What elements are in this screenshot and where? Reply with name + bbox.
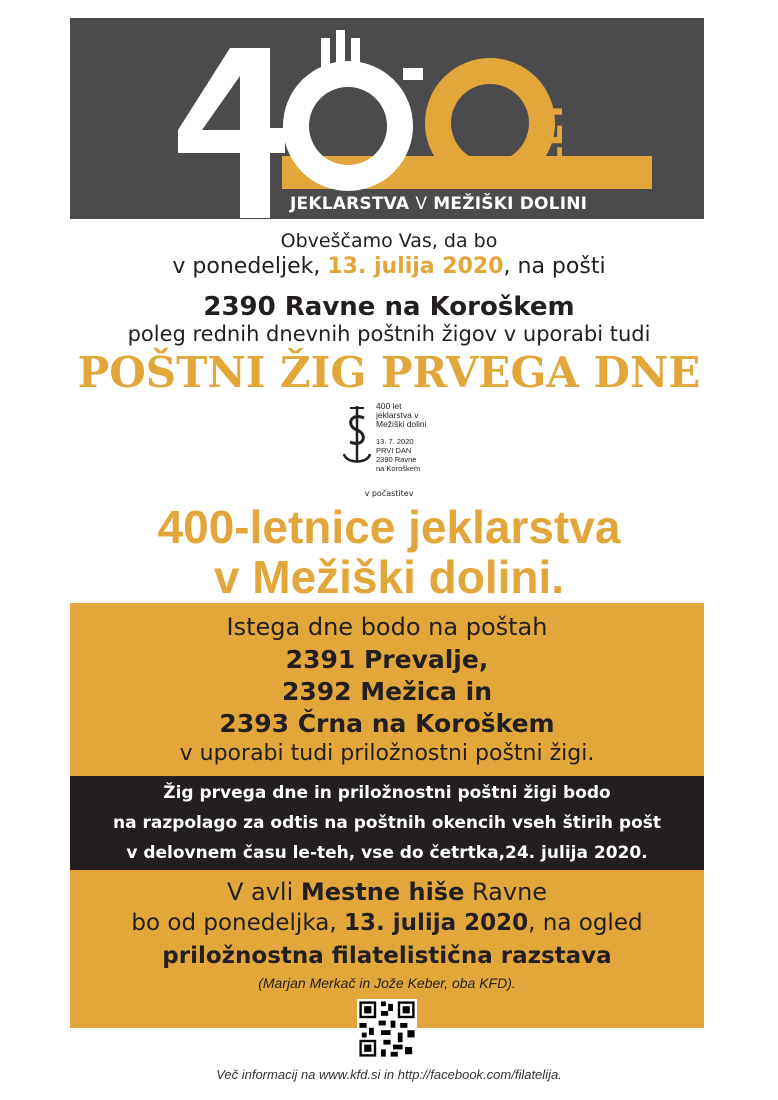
honor-big-line-2: v Mežiški dolini. — [213, 551, 565, 598]
box2-line-1-pre: V avli — [226, 878, 301, 906]
anchor-s-icon — [340, 404, 374, 466]
availability-box — [70, 776, 704, 870]
box1-office-mezica: 2392 Mežica in — [282, 677, 492, 706]
qr-code[interactable] — [357, 999, 417, 1059]
footer-info: Več informacij na www.kfd.si in http://facebook.com/filatelija. — [216, 1067, 562, 1082]
box2-authors: (Marjan Merkač in Jože Keber, oba KFD). — [258, 975, 516, 991]
dark-line-3: v delovnem času le-teh, vse do četrtka,24. julija 2020. — [126, 843, 648, 863]
header-banner — [70, 18, 704, 219]
intro-line-2-post: , na pošti — [503, 254, 606, 279]
box1-office-crna: 2393 Črna na Koroškem — [219, 709, 555, 738]
box2-exhibition-title: priložnostna filatelistična razstava — [162, 943, 612, 969]
stamp-line-1: 400 let — [376, 401, 402, 411]
honor-small-text: v počastitev — [364, 489, 414, 498]
anniversary-logo — [70, 18, 704, 219]
stamp-line-4: 13. 7. 2020 — [376, 437, 414, 446]
intro-line-2-pre: v ponedeljek, — [172, 254, 328, 279]
dark-line-1: Žig prvega dne in priložnostni poštni žigi bodo — [163, 783, 611, 803]
box1-office-prevalje: 2391 Prevalje, — [285, 645, 489, 674]
banner-subtitle — [290, 194, 587, 214]
box2-line-1 — [70, 878, 704, 906]
box2-line-2 — [70, 910, 704, 936]
honor-big-line-1: 400-letnice jeklarstva — [157, 501, 621, 553]
box2-date: 13. julija 2020 — [343, 910, 529, 936]
box2-line-2-pre: bo od ponedeljka, — [131, 910, 344, 936]
logo-let-text: LET — [531, 99, 571, 168]
box2-line-1-post: Ravne — [464, 878, 548, 906]
box2-venue: Mestne hiše — [300, 878, 465, 906]
banner-subtitle-b: MEŽIŠKI DOLINI — [433, 194, 588, 214]
post-office-name: 2390 Ravne na Koroškem — [203, 292, 575, 322]
postmark-stamp — [340, 402, 460, 482]
stamp-line-7: na Koroškem — [376, 464, 421, 473]
headline: POŠTNI ŽIG PRVEGA DNE — [77, 348, 701, 397]
banner-subtitle-v: V — [415, 194, 428, 214]
branch-offices-box — [70, 603, 704, 776]
stamp-line-3: Mežiški dolini — [376, 419, 427, 429]
intro-line-1: Obveščamo Vas, da bo — [280, 230, 498, 252]
stamp-line-6: 2390 Ravne — [376, 455, 417, 464]
intro-line-4: poleg rednih dnevnih poštnih žigov v uporabi tudi — [127, 322, 651, 346]
banner-subtitle-a: JEKLARSTVA — [290, 194, 410, 214]
stamp-line-5: PRVI DAN — [376, 446, 412, 455]
dark-line-2: na razpolago za odtis na poštnih okencih vseh štirih pošt — [112, 813, 662, 833]
box1-line-1: Istega dne bodo na poštah — [226, 613, 548, 641]
intro-line-2 — [0, 254, 778, 279]
box2-line-2-post: , na ogled — [528, 910, 643, 936]
box1-line-5: v uporabi tudi priložnostni poštni žigi. — [179, 741, 595, 766]
intro-date: 13. julija 2020 — [327, 254, 504, 279]
stamp-line-2: jeklarstva v — [376, 410, 419, 420]
